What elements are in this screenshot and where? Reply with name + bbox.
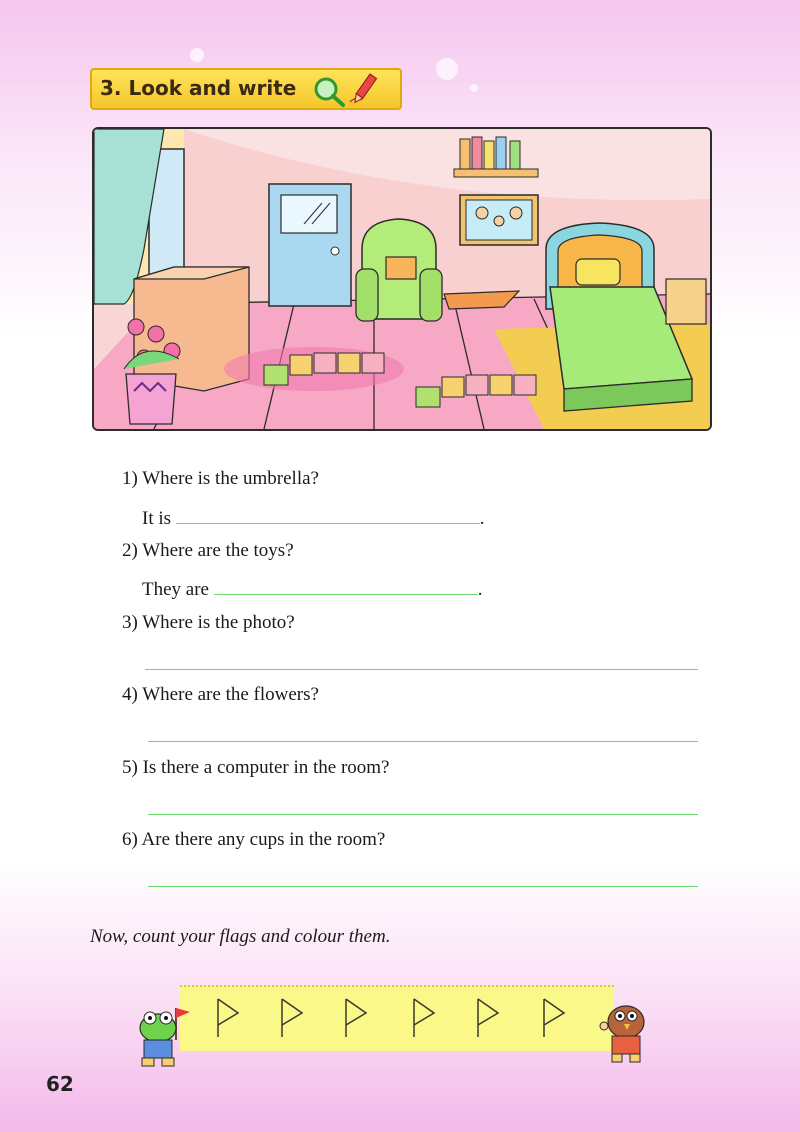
question-number: 6) — [122, 829, 138, 850]
question-6 — [122, 829, 385, 851]
decor-bubble — [436, 58, 458, 80]
flag-icon[interactable] — [346, 999, 366, 1037]
section-title-box — [90, 68, 402, 110]
question-5 — [122, 757, 390, 779]
answer-5-line[interactable] — [148, 814, 698, 815]
question-2 — [122, 540, 294, 562]
question-number: 3) — [122, 612, 138, 633]
room-illustration — [94, 129, 710, 429]
question-text: Where is the photo? — [142, 612, 295, 633]
magnifier-pencil-icon — [310, 72, 400, 110]
question-number: 5) — [122, 757, 138, 778]
answer-prefix: It is — [142, 508, 172, 529]
question-number: 2) — [122, 540, 138, 561]
question-1 — [122, 468, 319, 490]
flag-instruction: Now, count your flags and colour them. — [90, 926, 391, 947]
question-3 — [122, 612, 295, 634]
flag-icon[interactable] — [218, 999, 238, 1037]
answer-suffix: . — [479, 508, 485, 529]
frog-character-icon — [132, 1000, 196, 1070]
flag-icon[interactable] — [544, 999, 564, 1037]
question-4 — [122, 684, 319, 706]
answer-suffix: . — [477, 579, 483, 600]
page-number: 62 — [46, 1072, 74, 1096]
question-text: Where are the toys? — [142, 540, 294, 561]
answer-3-line[interactable] — [145, 669, 698, 670]
section-title: 3. Look and write — [100, 76, 297, 100]
question-number: 4) — [122, 684, 138, 705]
decor-bubble — [470, 84, 478, 92]
bird-character-icon — [596, 996, 652, 1064]
flag-icon[interactable] — [478, 999, 498, 1037]
flag-icon[interactable] — [414, 999, 434, 1037]
room-scene-illustration — [92, 127, 712, 431]
answer-4-line[interactable] — [148, 741, 698, 742]
flag-icon[interactable] — [282, 999, 302, 1037]
answer-prefix: They are — [142, 579, 209, 600]
answer-2-blank[interactable] — [214, 576, 478, 595]
answer-1-blank[interactable] — [176, 505, 480, 524]
flags-row — [180, 987, 614, 1051]
decor-bubble — [190, 48, 204, 62]
question-text: Are there any cups in the room? — [141, 829, 386, 850]
answer-1-row — [142, 505, 485, 530]
question-text: Where are the flowers? — [142, 684, 319, 705]
answer-6-line[interactable] — [148, 886, 698, 887]
question-number: 1) — [122, 468, 138, 489]
question-text: Where is the umbrella? — [142, 468, 319, 489]
flag-strip — [180, 985, 614, 1051]
question-text: Is there a computer in the room? — [142, 757, 390, 778]
answer-2-row — [142, 576, 482, 601]
